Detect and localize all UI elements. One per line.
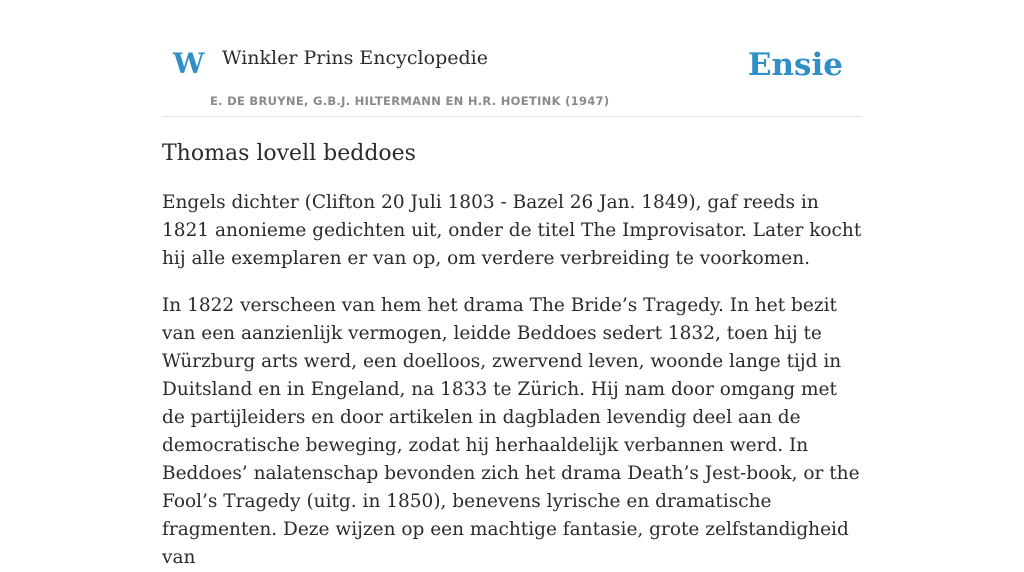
article-paragraph: Engels dichter (Clifton 20 Juli 1803 - Bazel 26 Jan. 1849), gaf reeds in 1821 anonieme gedichten uit, onder de titel The Improvisator. Later kocht hij alle exemplaren er van op, om verdere verbreiding te voorkomen. xyxy=(162,192,862,269)
article-title: Thomas lovell beddoes xyxy=(162,141,416,166)
source-header xyxy=(162,0,862,117)
article xyxy=(162,138,862,572)
ensie-logo[interactable]: Ensie xyxy=(747,47,843,83)
winkler-prins-logo[interactable]: W xyxy=(173,47,205,80)
source-authors: E. DE BRUYNE, G.B.J. HILTERMANN EN H.R. HOETINK (1947) xyxy=(210,94,610,108)
source-title[interactable]: Winkler Prins Encyclopedie xyxy=(222,47,488,69)
article-paragraph: In 1822 verscheen van hem het drama The Bride’s Tragedy. In het bezit van een aanzienlijk vermogen, leidde Beddoes sedert 1832, toen hij te Würzburg arts werd, een doelloos, zwervend leven, woonde lange tijd in Duitsland en in Engeland, na 1833 te Zürich. Hij nam door omgang met de partijleiders en door artikelen in dagbladen levendig deel aan de democratische beweging, zodat hij herhaaldelijk verbannen werd. In Beddoes’ nalatenschap bevonden zich het drama Death’s Jest-book, or the Fool’s Tragedy (uitg. in 1850), benevens lyrische en dramatische fragmenten. Deze wijzen op een machtige fantasie, grote zelfstandigheid van xyxy=(162,295,860,568)
